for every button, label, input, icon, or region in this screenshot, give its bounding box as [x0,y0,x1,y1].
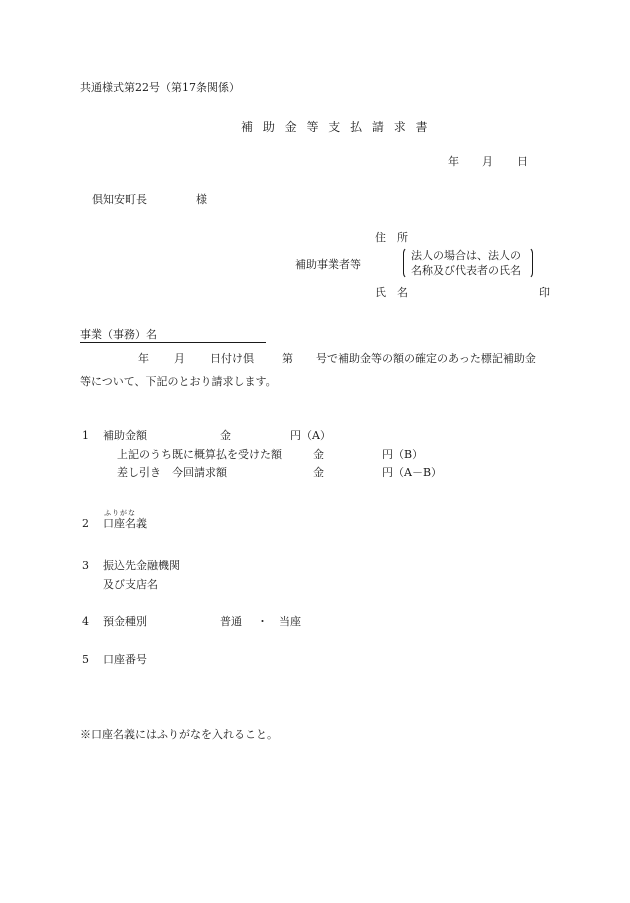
item2-number: 2 [82,517,89,530]
form-number: 共通様式第22号（第17条関係） [80,81,240,94]
project-name-label: 事業（事務）名 [80,328,157,341]
name-label: 氏 名 [375,286,408,299]
item1-label: 補助金額 [103,429,147,442]
body-dai: 第 [282,352,293,365]
document-title: 補 助 金 等 支 払 請 求 書 [241,120,431,134]
body-date-suffix: 日付け倶 [210,352,254,365]
body-line1-text: 号で補助金等の額の確定のあった標記補助金 [316,352,536,365]
item1-sub2-yen: 円（A－B） [382,466,443,479]
footnote: ※口座名義にはふりがなを入れること。 [80,728,278,741]
item1-number: 1 [82,429,89,442]
item5-label: 口座番号 [103,653,147,666]
date-day: 日 [517,155,528,168]
item2-furigana: ふりがな [104,509,136,517]
addressee-honorific: 様 [196,193,207,206]
date-year: 年 [448,155,459,168]
address-label: 住 所 [375,231,408,244]
item1-sub1-label: 上記のうち既に概算払を受けた額 [117,448,282,461]
item3-label-line2: 及び支店名 [103,578,158,591]
item4-separator: ・ [257,615,268,628]
item1-sub2-label: 差し引き 今回請求額 [117,466,227,479]
corp-note-line1: 法人の場合は、法人の [411,249,521,262]
item1-sub1-kin: 金 [313,448,324,461]
item1-sub2-kin: 金 [313,466,324,479]
date-month: 月 [482,155,493,168]
seal-mark: 印 [539,286,550,299]
item4-number: 4 [82,615,89,628]
item1-yen: 円（A） [290,429,331,442]
project-name-underline [80,342,266,343]
body-month: 月 [174,352,185,365]
body-year: 年 [138,352,149,365]
item1-kin: 金 [220,429,231,442]
item2-label: 口座名義 [103,517,147,530]
addressee-name: 倶知安町長 [92,193,147,206]
applicant-group-label: 補助事業者等 [295,258,361,271]
item3-label-line1: 振込先金融機関 [103,559,180,572]
body-line2: 等について、下記のとおり請求します。 [80,375,277,388]
item1-sub1-yen: 円（B） [382,448,424,461]
item4-option-toza: 当座 [279,615,301,628]
item3-number: 3 [82,559,89,572]
item5-number: 5 [82,653,89,666]
corp-note-line2: 名称及び代表者の氏名 [411,264,521,277]
item4-option-futsu: 普通 [220,615,242,628]
item4-label: 預金種別 [103,615,147,628]
